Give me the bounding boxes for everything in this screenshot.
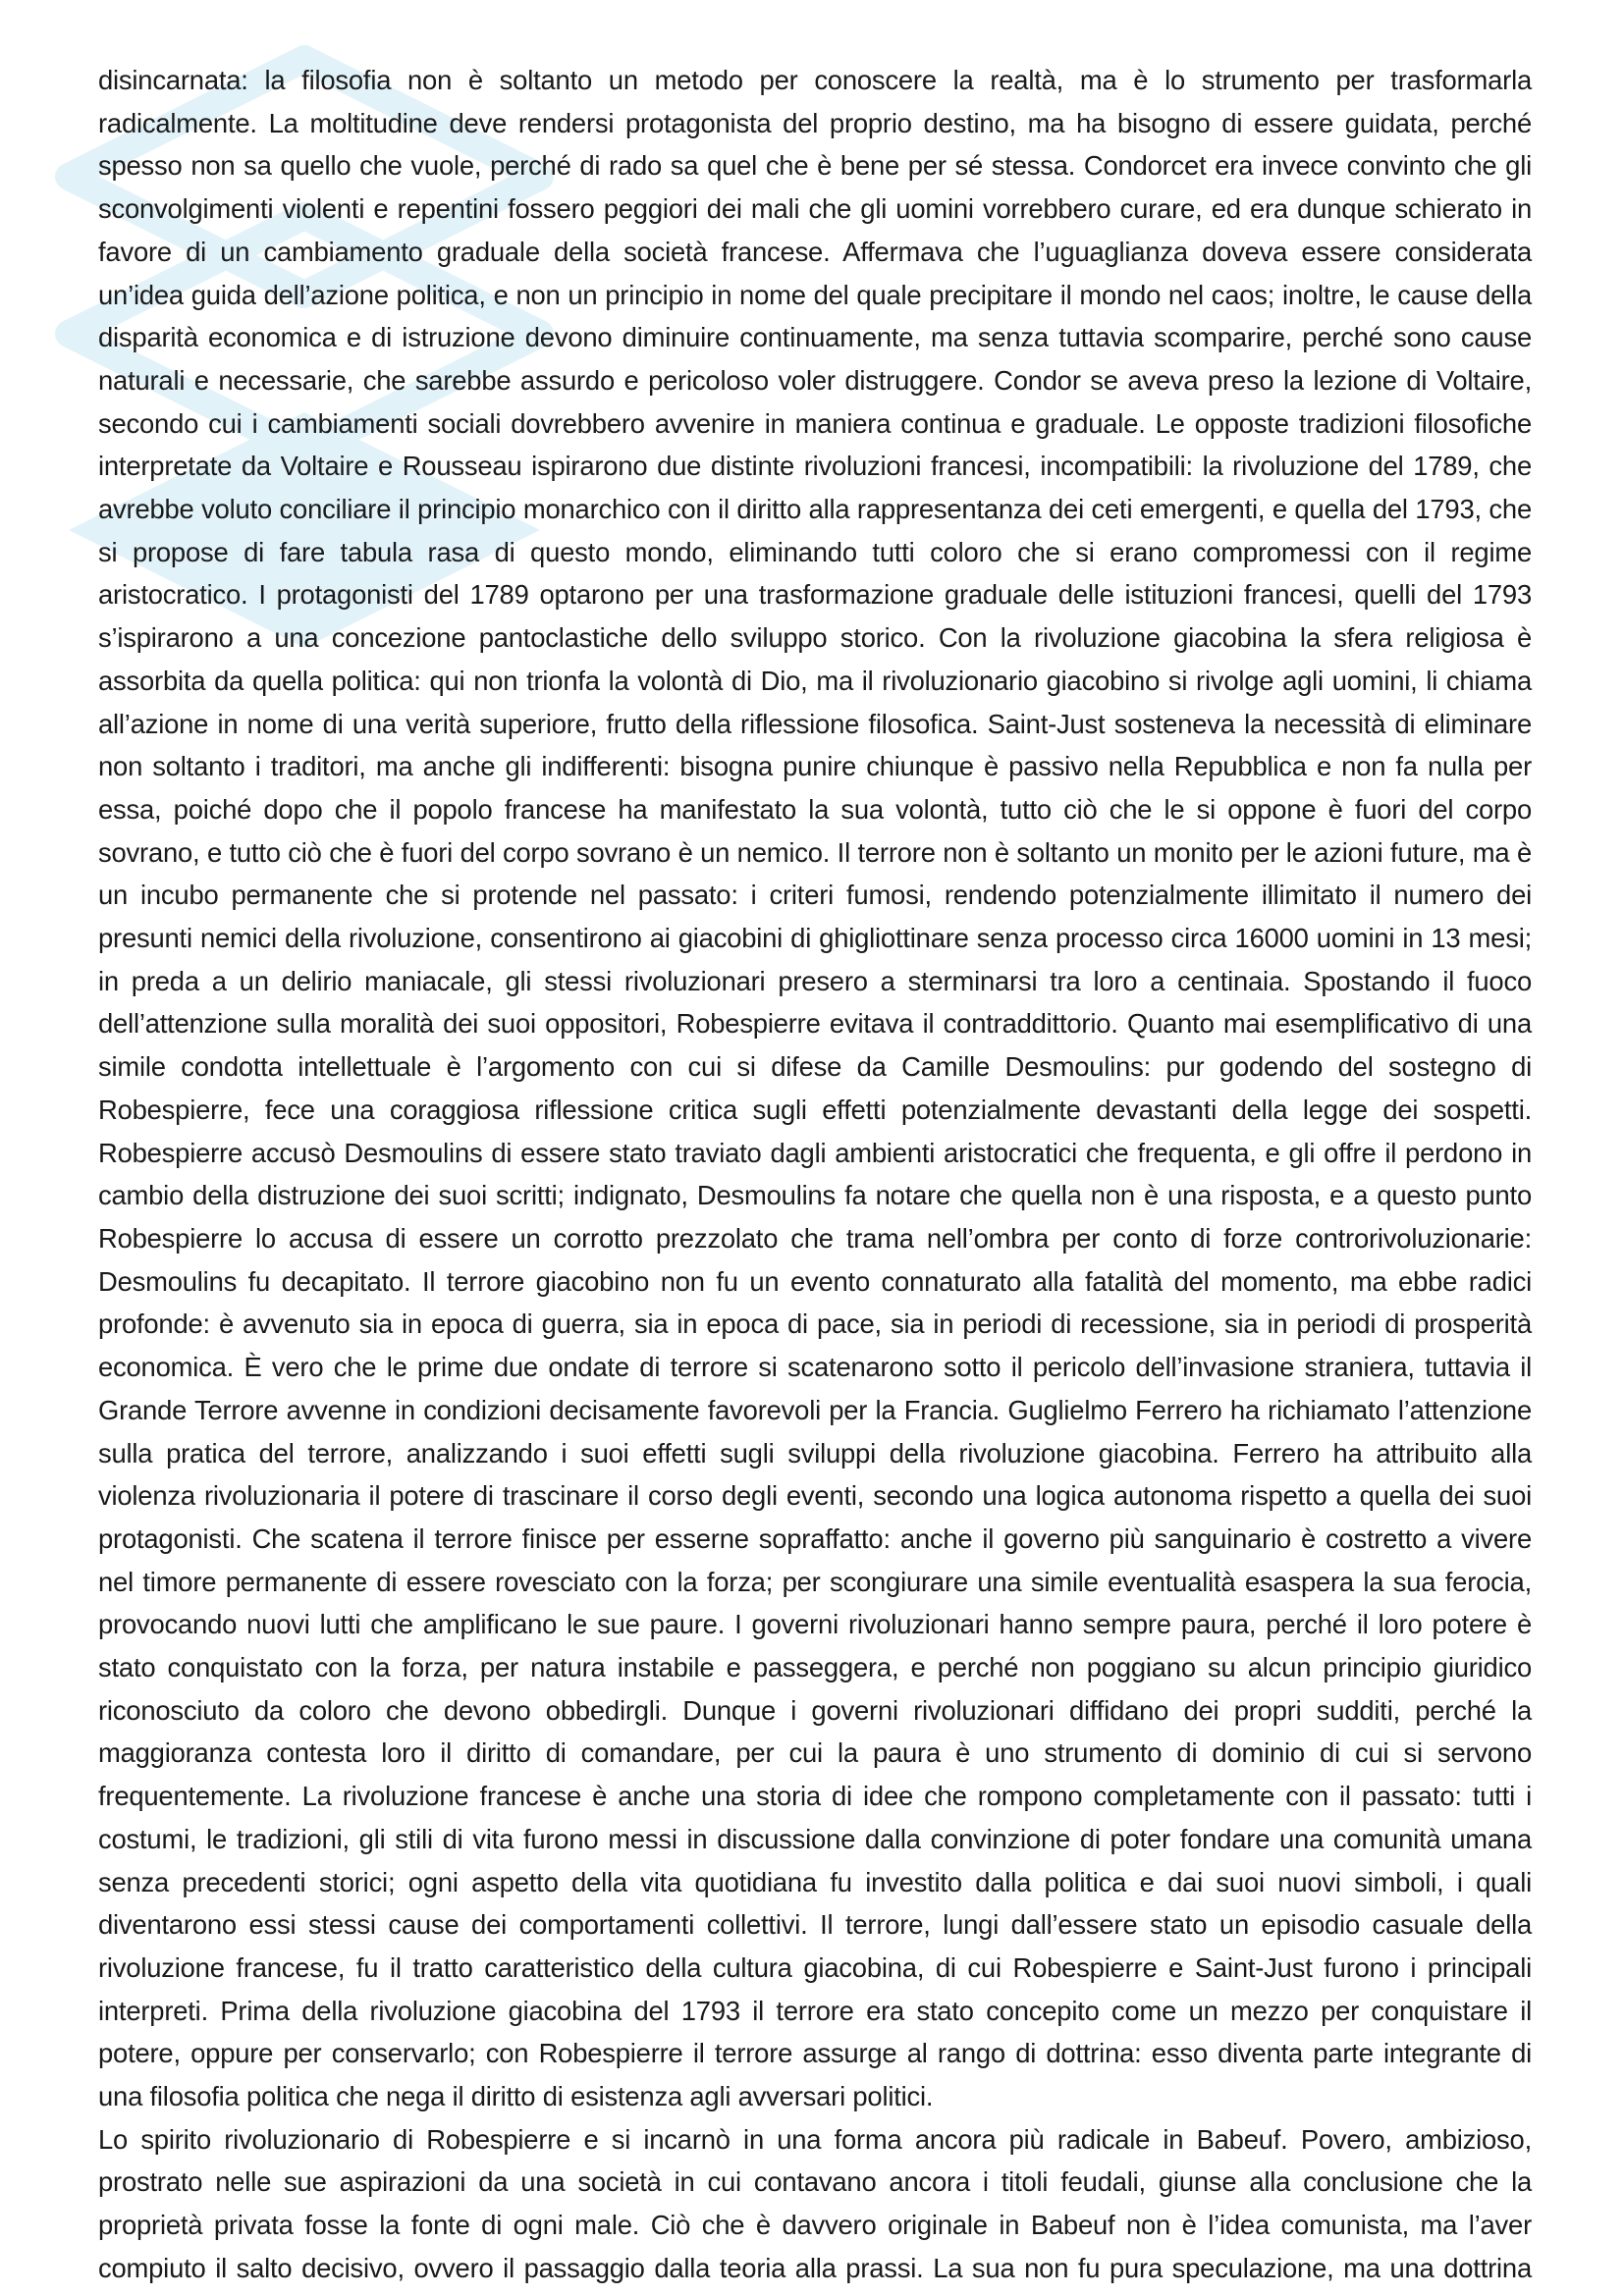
paragraph-1: disincarnata: la filosofia non è soltanto un metodo per conoscere la realtà, ma è lo strumento per trasformarla radicalmente. La moltitudine deve rendersi protagonista del proprio destino, ma ha bisogno di essere guidata, perché spesso non sa quello che vuole, perché di rado sa quel che è bene per sé stessa. Condorcet era invece convinto che gli sconvolgimenti violenti e repentini fossero peggiori dei mali che gli uomini vorrebbero curare, ed era dunque schierato in favore di un cambiamento graduale della società francese. Affermava che l’uguaglianza doveva essere considerata un’idea guida dell’azione politica, e non un principio in nome del quale precipitare il mondo nel caos; inoltre, le cause della disparità economica e di istruzione devono diminuire continuamente, ma senza tuttavia scomparire, perché sono cause naturali e necessarie, che sarebbe assurdo e pericoloso voler distruggere. Condor se aveva preso la lezione di Voltaire, secondo cui i cambiamenti sociali dovrebbero avvenire in maniera continua e graduale. Le opposte tradizioni filosofiche interpretate da Voltaire e Rousseau ispirarono due distinte rivoluzioni francesi, incompatibili: la rivoluzione del 1789, che avrebbe voluto conciliare il principio monarchico con il diritto alla rappresentanza dei ceti emergenti, e quella del 1793, che si propose di fare tabula rasa di questo mondo, eliminando tutti coloro che si erano compromessi con il regime aristocratico. I protagonisti del 1789 optarono per una trasformazione graduale delle istituzioni francesi, quelli del 1793 s’ispirarono a una concezione pantoclastiche dello sviluppo storico. Con la rivoluzione giacobina la sfera religiosa è assorbita da quella politica: qui non trionfa la volontà di Dio, ma il rivoluzionario giacobino si rivolge agli uomini, li chiama all’azione in nome di una verità superiore, frutto della riflessione filosofica. Saint-Just sosteneva la necessità di eliminare non soltanto i traditori, ma anche gli indifferenti: bisogna punire chiunque è passivo nella Repubblica e non fa nulla per essa, poiché dopo che il popolo francese ha manifestato la sua volontà, tutto ciò che le si oppone è fuori del corpo sovrano, e tutto ciò che è fuori del corpo sovrano è un nemico. Il terrore non è soltanto un monito per le azioni future, ma è un incubo permanente che si protende nel passato: i criteri fumosi, rendendo potenzialmente illimitato il numero dei presunti nemici della rivoluzione, consentirono ai giacobini di ghigliottinare senza processo circa 16000 uomini in 13 mesi; in preda a un delirio maniacale, gli stessi rivoluzionari presero a sterminarsi tra loro a centinaia. Spostando il fuoco dell’attenzione sulla moralità dei suoi oppositori, Robespierre evitava il contraddittorio. Quanto mai esemplificativo di una simile condotta intellettuale è l’argomento con cui si difese da Camille Desmoulins: pur godendo del sostegno di Robespierre, fece una coraggiosa riflessione critica sugli effetti potenzialmente devastanti della legge dei sospetti. Robespierre accusò Desmoulins di essere stato traviato dagli ambienti aristocratici che frequenta, e gli offre il perdono in cambio della distruzione dei suoi scritti; indignato, Desmoulins fa notare che quella non è una risposta, e a questo punto Robespierre lo accusa di essere un corrotto prezzolato che trama nell’ombra per conto di forze controrivoluzionarie: Desmoulins fu decapitato. Il terrore giacobino non fu un evento connaturato alla fatalità del momento, ma ebbe radici profonde: è avvenuto sia in epoca di guerra, sia in epoca di pace, sia in periodi di recessione, sia in periodi di prosperità economica. È vero che le prime due ondate di terrore si scatenarono sotto il pericolo dell’invasione straniera, tuttavia il Grande Terrore avvenne in condizioni decisamente favorevoli per la Francia. Guglielmo Ferrero ha richiamato l’attenzione sulla pratica del terrore, analizzando i suoi effetti sugli sviluppi della rivoluzione giacobina. Ferrero ha attribuito alla violenza rivoluzionaria il potere di trascinare il corso degli eventi, secondo una logica autonoma rispetto a quella dei suoi protagonisti. Che scatena il terrore finisce per esserne sopraffatto: anche il governo più sanguinario è costretto a vivere nel timore permanente di essere rovesciato con la forza; per scongiurare una simile eventualità esaspera la sua ferocia, provocando nuovi lutti che amplificano le sue paure. I governi rivoluzionari hanno sempre paura, perché il loro potere è stato conquistato con la forza, per natura instabile e passeggera, e perché non poggiano su alcun principio giuridico riconosciuto da coloro che devono obbedirgli. Dunque i governi rivoluzionari diffidano dei propri sudditi, perché la maggioranza contesta loro il diritto di comandare, per cui la paura è uno strumento di dominio di cui si servono frequentemente. La rivoluzione francese è anche una storia di idee che rompono completamente con il passato: tutti i costumi, le tradizioni, gli stili di vita furono messi in discussione dalla convinzione di poter fondare una comunità umana senza precedenti storici; ogni aspetto della vita quotidiana fu investito dalla politica e dai suoi nuovi simboli, i quali diventarono essi stessi cause dei comportamenti collettivi. Il terrore, lungi dall’essere stato un episodio casuale della rivoluzione francese, fu il tratto caratteristico della cultura giacobina, di cui Robespierre e Saint-Just furono i principali interpreti. Prima della rivoluzione giacobina del 1793 il terrore era stato concepito come un mezzo per conquistare il potere, oppure per conservarlo; con Robespierre il terrore assurge al rango di dottrina: esso diventa parte integrante di una filosofia politica che nega il diritto di esistenza agli avversari politici. (98, 65, 1532, 2112)
paragraph-2: Lo spirito rivoluzionario di Robespierre e si incarnò in una forma ancora più radicale in Babeuf. Povero, ambizioso, prostrato nelle sue aspirazioni da una società in cui contavano ancora i titoli feudali, giunse alla conclusione che la proprietà privata fosse la fonte di ogni male. Ciò che è davvero originale in Babeuf non è l’idea comunista, ma l’aver compiuto il salto decisivo, ovvero il passaggio dalla teoria alla prassi. La sua non fu pura speculazione, ma una dottrina (98, 2123, 1532, 2283)
document-body (98, 59, 1532, 2290)
